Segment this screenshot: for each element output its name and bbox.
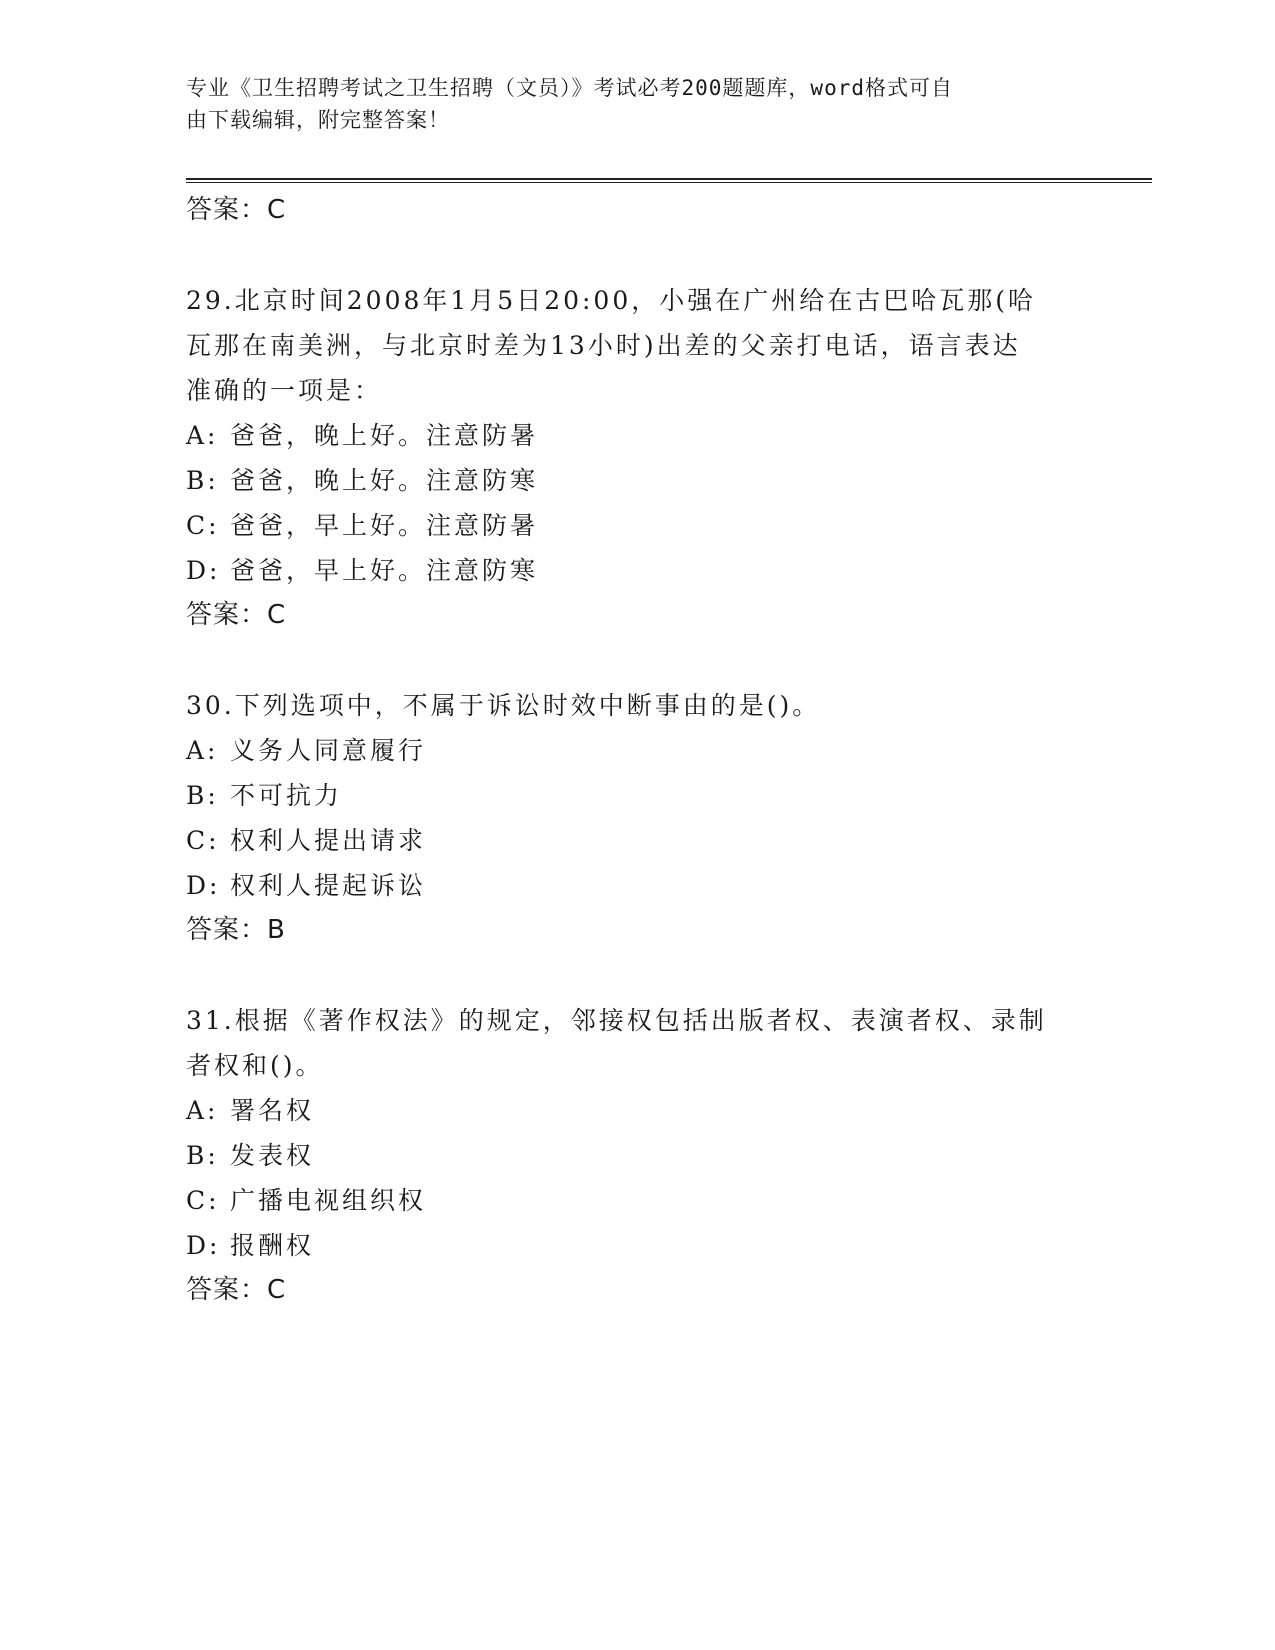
option-text: 广播电视组织权 xyxy=(230,1186,427,1215)
option-d xyxy=(186,1223,1086,1268)
option-key: D: xyxy=(186,1231,221,1260)
option-text: 权利人提出请求 xyxy=(230,826,427,855)
answer-line: 答案：B xyxy=(186,915,286,945)
option-key: A: xyxy=(186,1096,219,1125)
header-divider-thin xyxy=(186,182,1152,183)
option-a xyxy=(186,413,1086,458)
option-key: A: xyxy=(186,421,219,450)
option-key: B: xyxy=(186,466,219,495)
option-b xyxy=(186,1133,1086,1178)
header-line-1: 专业《卫生招聘考试之卫生招聘（文员）》考试必考200题题库，word格式可自 xyxy=(186,76,953,100)
option-text: 爸爸，晚上好。注意防暑 xyxy=(230,421,539,450)
option-c xyxy=(186,818,1086,863)
option-text: 权利人提起诉讼 xyxy=(230,871,427,900)
option-text: 爸爸，早上好。注意防寒 xyxy=(230,556,539,585)
option-text: 发表权 xyxy=(230,1141,315,1170)
question-block xyxy=(186,278,1086,637)
option-key: A: xyxy=(186,736,219,765)
option-a xyxy=(186,728,1086,773)
answer-line: 答案：C xyxy=(186,195,287,225)
answer-line: 答案：C xyxy=(186,600,287,630)
option-d xyxy=(186,863,1086,908)
option-text: 报酬权 xyxy=(230,1231,315,1260)
header-line-2: 由下载编辑，附完整答案！ xyxy=(186,108,450,132)
question-block xyxy=(186,683,1086,952)
option-key: C: xyxy=(186,511,220,540)
option-key: D: xyxy=(186,556,221,585)
question-text-line: 者权和()。 xyxy=(186,1051,324,1080)
question-text-line: 29.北京时间2008年1月5日20:00，小强在广州给在古巴哈瓦那(哈 xyxy=(186,286,1036,315)
option-text: 署名权 xyxy=(230,1096,315,1125)
question-text-line: 31.根据《著作权法》的规定，邻接权包括出版者权、表演者权、录制 xyxy=(186,1006,1047,1035)
answer-line: 答案：C xyxy=(186,1275,287,1305)
question-text-line: 准确的一项是： xyxy=(186,376,383,405)
option-text: 义务人同意履行 xyxy=(230,736,427,765)
option-key: D: xyxy=(186,871,221,900)
option-text: 爸爸，早上好。注意防暑 xyxy=(230,511,539,540)
option-b xyxy=(186,773,1086,818)
option-c xyxy=(186,503,1086,548)
option-text: 爸爸，晚上好。注意防寒 xyxy=(230,466,539,495)
question-text-line: 30.下列选项中，不属于诉讼时效中断事由的是()。 xyxy=(186,691,821,720)
option-key: B: xyxy=(186,781,219,810)
option-c xyxy=(186,1178,1086,1223)
option-key: C: xyxy=(186,826,220,855)
option-key: C: xyxy=(186,1186,220,1215)
option-key: B: xyxy=(186,1141,219,1170)
option-b xyxy=(186,458,1086,503)
document-body xyxy=(186,188,1086,1312)
option-a xyxy=(186,1088,1086,1133)
question-block xyxy=(186,998,1086,1312)
document-header xyxy=(186,72,1066,136)
option-d xyxy=(186,548,1086,593)
question-text-line: 瓦那在南美洲，与北京时差为13小时)出差的父亲打电话，语言表达 xyxy=(186,331,1021,360)
header-divider xyxy=(186,178,1152,180)
option-text: 不可抗力 xyxy=(230,781,343,810)
